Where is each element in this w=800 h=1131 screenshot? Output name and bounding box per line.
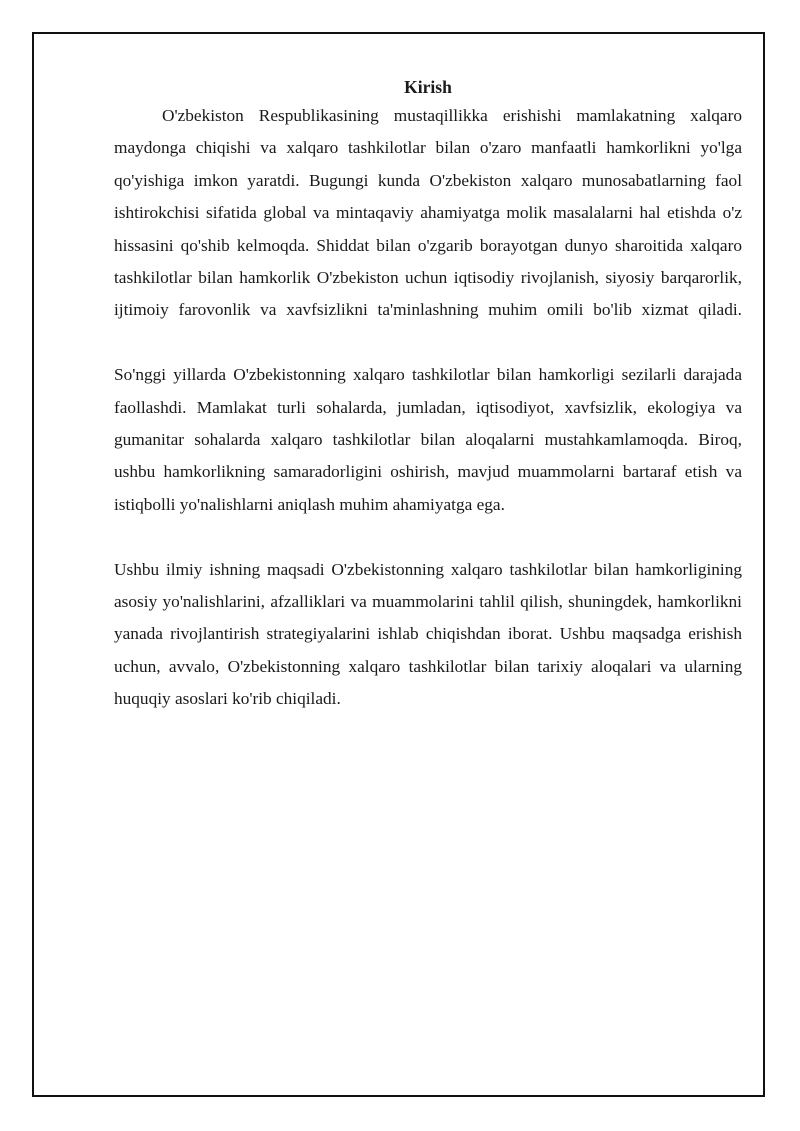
paragraph-intro: O'zbekiston Respublikasining mustaqillikka erishishi mamlakatning xalqaro maydonga chiqishi va xalqaro tashkilotlar bilan o'zaro manfaatli hamkorlikni yo'lga qo'yishiga imkon yaratdi. Bugungi kunda O'zbekiston xalqaro munosabatlarning faol ishtirokchisi sifatida global va mintaqaviy ahamiyatga molik masalalarni hal etishda o'z hissasini qo'shib kelmoqda. Shiddat bilan o'zgarib borayotgan dunyo sharoitida xalqaro tashkilotlar bilan hamkorlik O'zbekiston uchun iqtisodiy rivojlanish, siyosiy barqarorlik, ijtimoiy farovonlik va xavfsizlikni ta'minlashning muhim omili bo'lib xizmat qiladi.: [114, 106, 742, 320]
paragraph-recent-years: So'nggi yillarda O'zbekistonning xalqaro tashkilotlar bilan hamkorligi sezilarli darajada faollashdi. Mamlakat turli sohalarda, jumladan, iqtisodiyot, xavfsizlik, ekologiya va gumanitar sohalarda xalqaro tashkilotlar bilan aloqalarni mustahkamlamoqda. Biroq, ushbu hamkorlikning samaradorligini oshirish, mavjud muammolarni bartaraf etish va istiqbolli yo'nalishlarni aniqlash muhim ahamiyatga ega.: [114, 365, 742, 514]
document-title: Kirish: [404, 77, 452, 97]
document-body: [114, 74, 742, 716]
paragraph-spacer: [114, 521, 742, 553]
paragraph-research-goal: Ushbu ilmiy ishning maqsadi O'zbekistonning xalqaro tashkilotlar bilan hamkorligining asosiy yo'nalishlarini, afzalliklari va muammolarini tahlil qilish, shuningdek, hamkorlikni yanada rivojlantirish strategiyalarini ishlab chiqishdan iborat. Ushbu maqsadga erishish uchun, avvalo, O'zbekistonning xalqaro tashkilotlar bilan tarixiy aloqalari va ularning huquqiy asoslari ko'rib chiqiladi.: [114, 559, 742, 709]
paragraph-spacer: [114, 327, 742, 359]
